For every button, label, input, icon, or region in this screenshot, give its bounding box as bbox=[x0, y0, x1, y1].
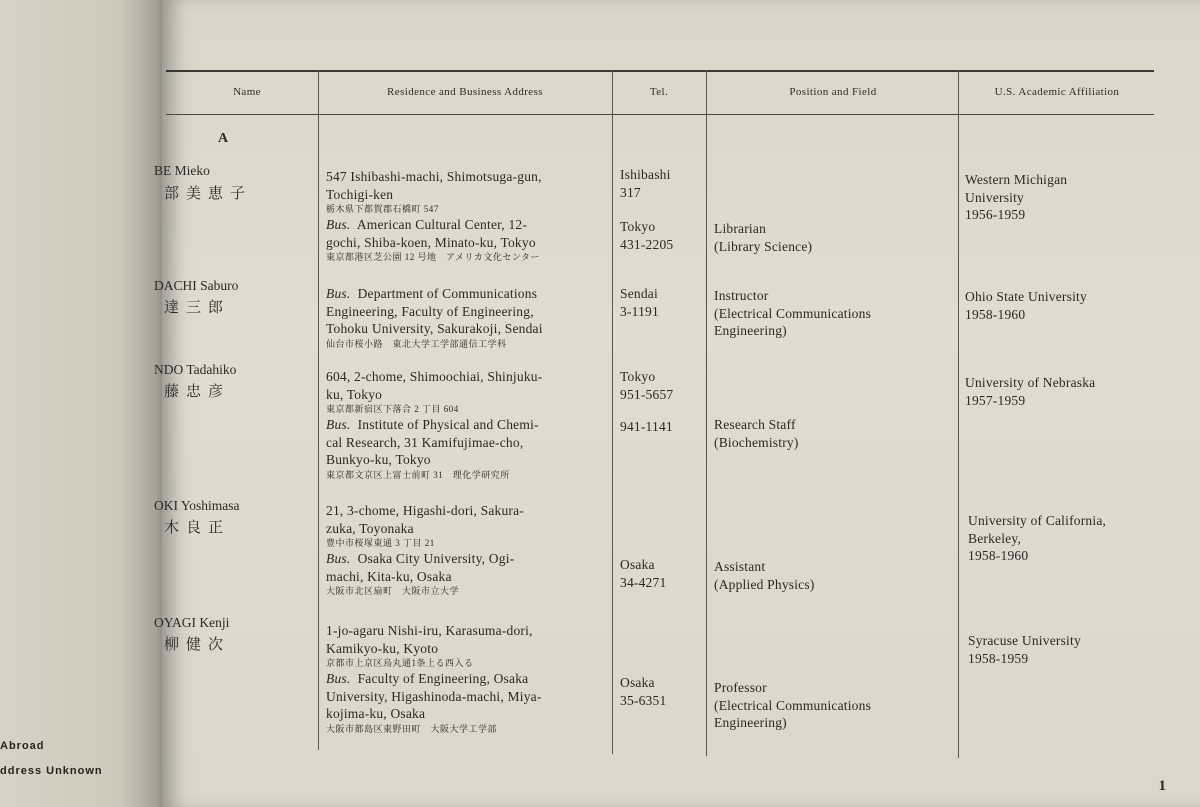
entry-address: 604, 2-chome, Shimoochiai, Shinjuku- ku, Tokyo 東京都新宿区下落合 2 丁目 604 Bus. Institute of Physical and Chemi- cal Research, 31 Kamifujimae-cho, Bunkyo-ku, Tokyo 東京都文京区上富士前町 31 理化学研究所 bbox=[326, 369, 543, 480]
footer-note-address-unknown: ddress Unknown bbox=[0, 765, 103, 777]
entry-tel: Osaka 34-4271 bbox=[620, 557, 667, 590]
entry-position: Instructor (Electrical Communications Engineering) bbox=[714, 288, 872, 338]
column-divider bbox=[958, 70, 959, 758]
header-position: Position and Field bbox=[789, 86, 877, 98]
entry-tel: Tokyo 431-2205 bbox=[620, 219, 674, 252]
column-divider bbox=[706, 70, 707, 756]
entry-name-jp: 藤忠彦 bbox=[164, 384, 231, 400]
entry-position: Librarian (Library Science) bbox=[714, 221, 813, 254]
entry-address: 21, 3-chome, Higashi-dori, Sakura- zuka, Toyonaka 豊中市桜塚東通 3 丁目 21 Bus. Osaka City University, Ogi- machi, Kita-ku, Osaka 大阪市北区扇町 大阪市立大学 bbox=[326, 503, 525, 596]
entry-tel: Tokyo 951-5657 bbox=[620, 369, 674, 402]
entry-name-en: OYAGI Kenji bbox=[154, 615, 230, 630]
entry-address: 1-jo-agaru Nishi-iru, Karasuma-dori, Kamikyo-ku, Kyoto 京都市上京区烏丸通1条上る西入る Bus. Faculty of Engineering, Osaka University, Higashinoda-machi, Miya- kojima-ku, Osaka 大阪市都島区東野田町 大阪大学工学部 bbox=[326, 623, 542, 734]
entry-name-en: NDO Tadahiko bbox=[154, 362, 237, 377]
entry-name-jp: 部美恵子 bbox=[164, 186, 253, 202]
header-name: Name bbox=[233, 86, 261, 98]
entry-name-en: OKI Yoshimasa bbox=[154, 498, 240, 513]
directory-page bbox=[154, 0, 1200, 807]
entry-name-jp: 木良正 bbox=[164, 520, 231, 536]
column-divider bbox=[612, 70, 613, 754]
entry-affiliation: Syracuse University 1958-1959 bbox=[968, 633, 1081, 666]
entry-address: 547 Ishibashi-machi, Shimotsuga-gun, Tochigi-ken 栃木県下都賀郡石橋町 547 Bus. American Cultural Center, 12- gochi, Shiba-koen, Minato-ku, Tokyo 東京都港区芝公園 12 号地 アメリカ文化センター bbox=[326, 169, 542, 262]
entry-name-jp: 柳健次 bbox=[164, 637, 231, 653]
header-tel: Tel. bbox=[649, 86, 669, 98]
section-letter: A bbox=[218, 131, 229, 146]
entry-affiliation: University of California, Berkeley, 1958-1960 bbox=[968, 513, 1107, 563]
entry-position: Assistant (Applied Physics) bbox=[714, 559, 815, 592]
header-address: Residence and Business Address bbox=[387, 86, 543, 98]
column-divider bbox=[318, 70, 319, 750]
entry-name-jp: 達三郎 bbox=[164, 300, 231, 316]
entry-tel: Sendai 3-1191 bbox=[620, 286, 659, 319]
table-top-rule bbox=[166, 70, 1154, 72]
entry-tel: 941-1141 bbox=[620, 419, 673, 434]
header-rule bbox=[166, 114, 1154, 115]
page-number: 1 bbox=[1158, 778, 1166, 794]
entry-affiliation: University of Nebraska 1957-1959 bbox=[965, 375, 1096, 408]
entry-name-en: DACHI Saburo bbox=[154, 278, 239, 293]
entry-affiliation: Western Michigan University 1956-1959 bbox=[965, 172, 1068, 222]
entry-position: Research Staff (Biochemistry) bbox=[714, 417, 799, 450]
entry-tel: Osaka 35-6351 bbox=[620, 675, 667, 708]
header-affiliation: U.S. Academic Affiliation bbox=[994, 86, 1120, 98]
entry-tel: Ishibashi 317 bbox=[620, 167, 671, 200]
footer-note-abroad: Abroad bbox=[0, 740, 45, 752]
entry-position: Professor (Electrical Communications Engineering) bbox=[714, 680, 872, 730]
entry-address: Bus. Department of Communications Engineering, Faculty of Engineering, Tohoku University, Sakurakoji, Sendai 仙台市桜小路 東北大学工学部通信工学科 bbox=[326, 286, 543, 349]
entry-affiliation: Ohio State University 1958-1960 bbox=[965, 289, 1087, 322]
previous-page bbox=[0, 0, 170, 807]
entry-name-en: BE Mieko bbox=[154, 163, 210, 178]
